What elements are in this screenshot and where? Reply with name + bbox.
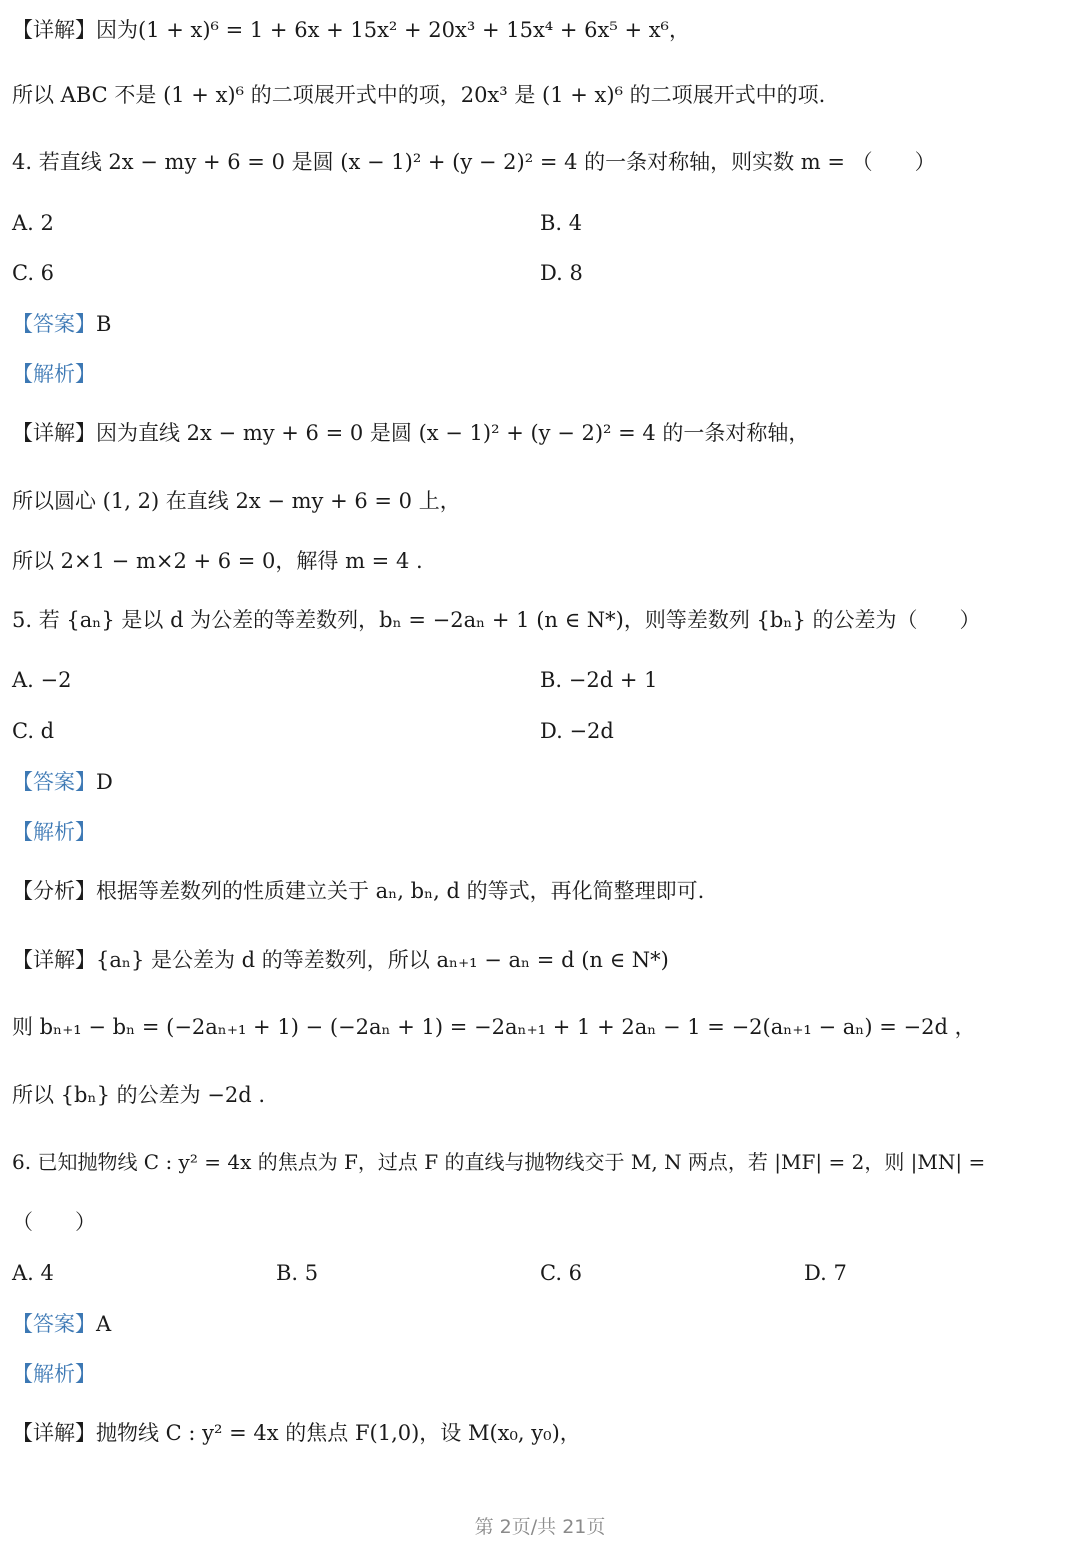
q4-detail-2: 所以圆心 (1, 2) 在直线 2x − my + 6 = 0 上， bbox=[12, 489, 461, 513]
answer-value: D bbox=[96, 770, 113, 794]
answer-value: B bbox=[96, 312, 112, 336]
q4-option-c: C. 6 bbox=[12, 261, 55, 285]
q5-fenxi bbox=[12, 876, 704, 906]
q5-option-b: B. −2d + 1 bbox=[540, 668, 658, 692]
detail-tag: 【详解】 bbox=[12, 18, 96, 42]
q5-answer bbox=[12, 767, 113, 797]
q6-paren: （ ） bbox=[12, 1210, 96, 1234]
conclusion-line: 所以 ABC 不是 (1 + x)⁶ 的二项展开式中的项，20x³ 是 (1 + x)⁶ 的二项展开式中的项. bbox=[12, 83, 826, 107]
q4-option-d: D. 8 bbox=[540, 261, 583, 285]
q4-detail-1 bbox=[12, 418, 809, 448]
q5-detail-3: 所以 {bₙ} 的公差为 −2d . bbox=[12, 1083, 266, 1107]
fenxi-text: 根据等差数列的性质建立关于 aₙ, bₙ, d 的等式，再化简整理即可. bbox=[96, 879, 705, 903]
q6-option-b: B. 5 bbox=[276, 1261, 319, 1285]
detail-line-1 bbox=[12, 15, 690, 45]
answer-value: A bbox=[96, 1312, 112, 1336]
q5-option-c: C. d bbox=[12, 719, 55, 743]
q6-analysis-tag: 【解析】 bbox=[12, 1362, 96, 1386]
fenxi-tag: 【分析】 bbox=[12, 879, 96, 903]
q4-analysis-tag: 【解析】 bbox=[12, 362, 96, 386]
q5-option-a: A. −2 bbox=[12, 668, 72, 692]
detail-tag: 【详解】 bbox=[12, 1421, 96, 1445]
answer-tag: 【答案】 bbox=[12, 312, 96, 336]
detail-tag: 【详解】 bbox=[12, 421, 96, 445]
q5-detail-2: 则 bₙ₊₁ − bₙ = (−2aₙ₊₁ + 1) − (−2aₙ + 1) = −2aₙ₊₁ + 1 + 2aₙ − 1 = −2(aₙ₊₁ − aₙ) = −2d ， bbox=[12, 1015, 976, 1039]
detail-text: 抛物线 C : y² = 4x 的焦点 F(1,0)，设 M(x₀, y₀)， bbox=[96, 1421, 581, 1445]
q4-option-a: A. 2 bbox=[12, 211, 54, 235]
question-5: 5. 若 {aₙ} 是以 d 为公差的等差数列，bₙ = −2aₙ + 1 (n ∈ N*)，则等差数列 {bₙ} 的公差为（ ） bbox=[12, 608, 981, 632]
detail-text: {aₙ} 是公差为 d 的等差数列，所以 aₙ₊₁ − aₙ = d (n ∈ N*) bbox=[96, 948, 669, 972]
question-4: 4. 若直线 2x − my + 6 = 0 是圆 (x − 1)² + (y − 2)² = 4 的一条对称轴，则实数 m = （ ） bbox=[12, 150, 936, 174]
q4-option-b: B. 4 bbox=[540, 211, 583, 235]
q6-detail-1 bbox=[12, 1418, 581, 1448]
q6-option-d: D. 7 bbox=[804, 1261, 847, 1285]
q5-option-d: D. −2d bbox=[540, 719, 614, 743]
q6-option-a: A. 4 bbox=[12, 1261, 54, 1285]
q5-analysis-tag: 【解析】 bbox=[12, 820, 96, 844]
answer-tag: 【答案】 bbox=[12, 770, 96, 794]
q5-detail-1 bbox=[12, 945, 669, 975]
detail-tag: 【详解】 bbox=[12, 948, 96, 972]
q4-detail-3: 所以 2×1 − m×2 + 6 = 0，解得 m = 4 . bbox=[12, 549, 423, 573]
detail-text: 因为(1 + x)⁶ = 1 + 6x + 15x² + 20x³ + 15x⁴ + 6x⁵ + x⁶， bbox=[96, 18, 690, 42]
q6-answer bbox=[12, 1309, 111, 1339]
q6-option-c: C. 6 bbox=[540, 1261, 583, 1285]
detail-text: 因为直线 2x − my + 6 = 0 是圆 (x − 1)² + (y − 2)² = 4 的一条对称轴， bbox=[96, 421, 810, 445]
page-footer: 第 2页/共 21页 bbox=[474, 1516, 606, 1538]
q4-answer bbox=[12, 309, 111, 339]
question-6: 6. 已知抛物线 C : y² = 4x 的焦点为 F，过点 F 的直线与抛物线交于 M, N 两点，若 |MF| = 2，则 |MN| = bbox=[12, 1150, 986, 1174]
answer-tag: 【答案】 bbox=[12, 1312, 96, 1336]
